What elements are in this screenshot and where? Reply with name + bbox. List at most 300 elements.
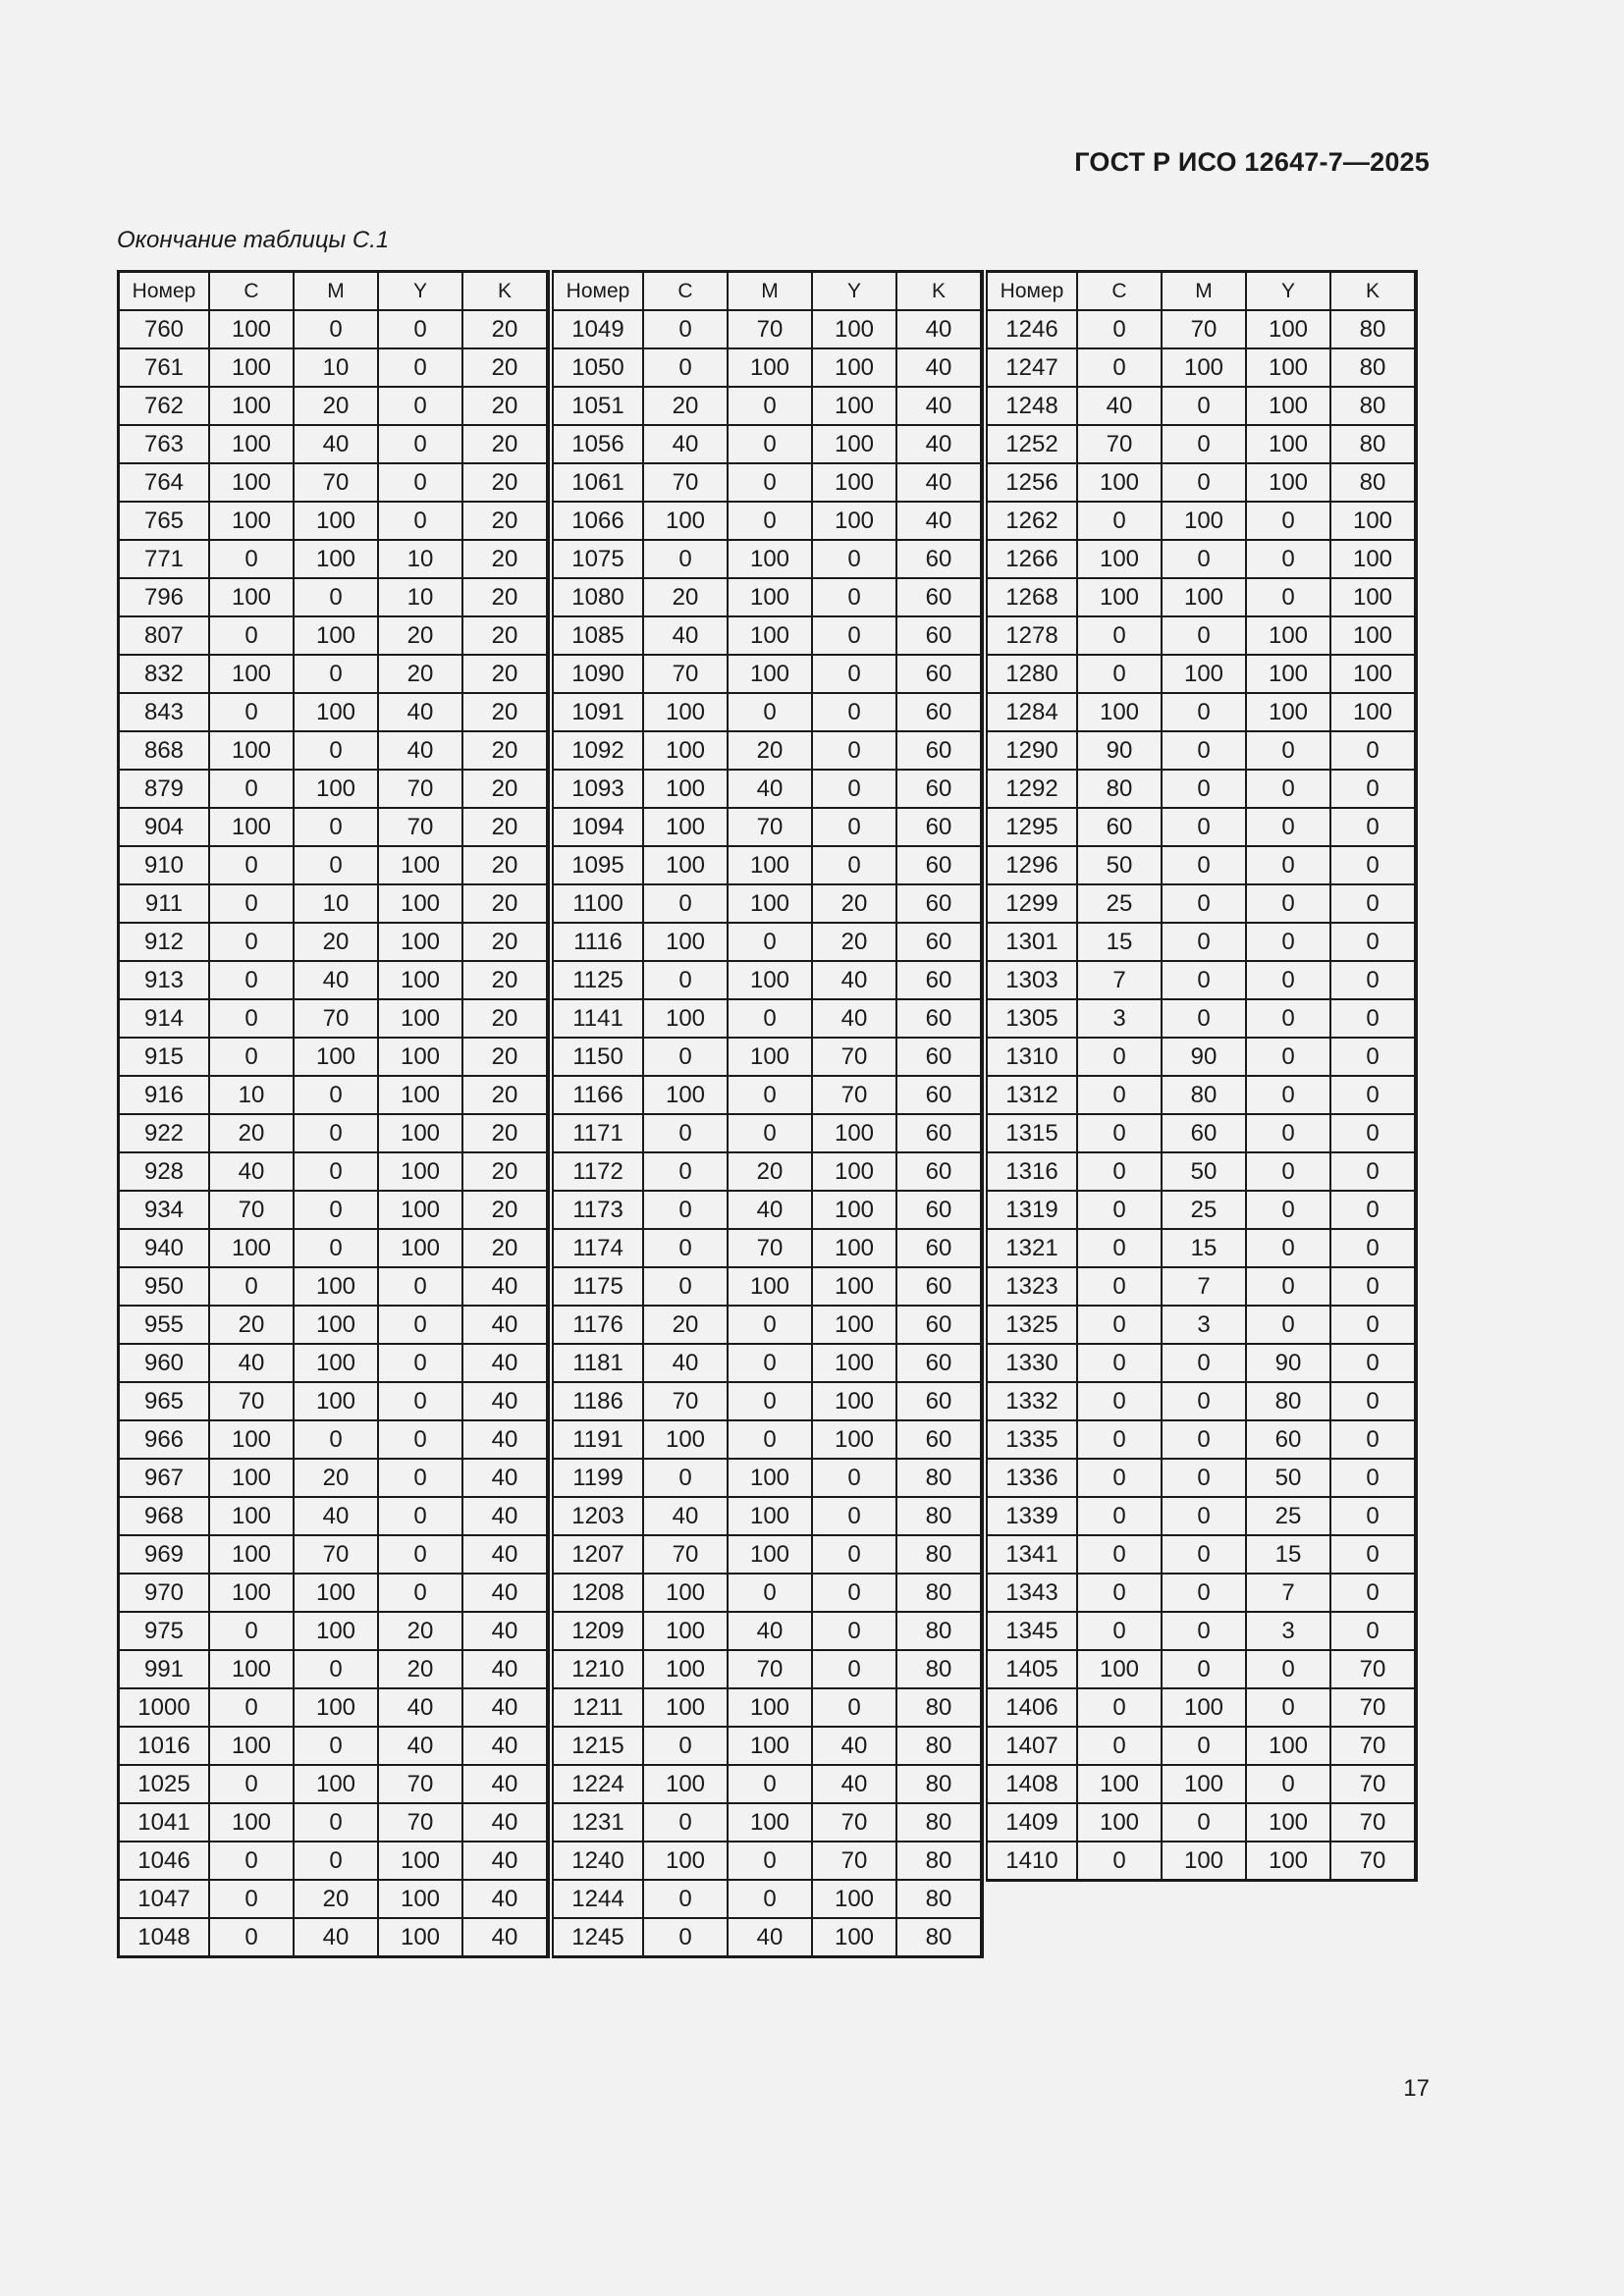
table-row bbox=[553, 693, 982, 731]
cell-number: 1210 bbox=[553, 1650, 643, 1688]
cell-c: 0 bbox=[1077, 1306, 1162, 1344]
header-m: M bbox=[1162, 272, 1246, 311]
cell-c: 20 bbox=[643, 578, 728, 616]
cell-m: 0 bbox=[294, 1650, 378, 1688]
table-row bbox=[119, 348, 549, 387]
table-row bbox=[987, 655, 1416, 693]
table-row bbox=[119, 1688, 549, 1727]
cell-c: 0 bbox=[1077, 1344, 1162, 1382]
cell-k: 0 bbox=[1330, 1038, 1416, 1076]
table-row bbox=[553, 1038, 982, 1076]
cell-c: 50 bbox=[1077, 846, 1162, 884]
table-row bbox=[987, 463, 1416, 502]
cell-m: 100 bbox=[294, 540, 378, 578]
cell-c: 0 bbox=[1077, 1382, 1162, 1420]
cell-c: 100 bbox=[1077, 540, 1162, 578]
table-row bbox=[119, 1650, 549, 1688]
cell-k: 20 bbox=[462, 387, 548, 425]
cell-number: 1339 bbox=[987, 1497, 1077, 1535]
table-row bbox=[987, 1727, 1416, 1765]
cell-m: 0 bbox=[294, 1191, 378, 1229]
cell-k: 0 bbox=[1330, 1344, 1416, 1382]
cell-c: 0 bbox=[209, 846, 294, 884]
table-row bbox=[987, 1306, 1416, 1344]
cell-m: 100 bbox=[728, 540, 812, 578]
cell-k: 60 bbox=[896, 1076, 982, 1114]
cell-m: 0 bbox=[1162, 1344, 1246, 1382]
cell-k: 40 bbox=[462, 1688, 548, 1727]
table-row bbox=[987, 348, 1416, 387]
cell-number: 761 bbox=[119, 348, 210, 387]
cell-k: 40 bbox=[462, 1535, 548, 1574]
cell-m: 20 bbox=[728, 731, 812, 770]
cell-k: 20 bbox=[462, 540, 548, 578]
cell-k: 80 bbox=[896, 1880, 982, 1918]
cell-m: 100 bbox=[728, 655, 812, 693]
cell-k: 70 bbox=[1330, 1727, 1416, 1765]
cell-y: 0 bbox=[812, 770, 896, 808]
cell-number: 1245 bbox=[553, 1918, 643, 1957]
cell-m: 0 bbox=[294, 1076, 378, 1114]
cell-k: 80 bbox=[896, 1459, 982, 1497]
cell-y: 0 bbox=[1246, 1038, 1330, 1076]
cell-c: 100 bbox=[209, 1459, 294, 1497]
cell-number: 1211 bbox=[553, 1688, 643, 1727]
table-row bbox=[553, 846, 982, 884]
cell-y: 0 bbox=[1246, 923, 1330, 961]
cell-m: 0 bbox=[294, 1114, 378, 1152]
cell-k: 60 bbox=[896, 1038, 982, 1076]
cell-y: 0 bbox=[1246, 1076, 1330, 1114]
cell-c: 70 bbox=[643, 463, 728, 502]
cell-y: 100 bbox=[812, 387, 896, 425]
cell-y: 100 bbox=[812, 425, 896, 463]
cell-number: 1299 bbox=[987, 884, 1077, 923]
cell-y: 100 bbox=[812, 1880, 896, 1918]
cell-k: 40 bbox=[896, 463, 982, 502]
cell-y: 0 bbox=[378, 1459, 462, 1497]
cell-k: 20 bbox=[462, 425, 548, 463]
cell-number: 911 bbox=[119, 884, 210, 923]
cell-k: 40 bbox=[462, 1880, 548, 1918]
page-number: 17 bbox=[1403, 2075, 1430, 2102]
cell-y: 100 bbox=[378, 999, 462, 1038]
table-row bbox=[119, 1344, 549, 1382]
cell-y: 0 bbox=[1246, 1306, 1330, 1344]
cell-k: 20 bbox=[462, 655, 548, 693]
cell-number: 1345 bbox=[987, 1612, 1077, 1650]
table-row bbox=[553, 1459, 982, 1497]
cell-y: 0 bbox=[812, 1535, 896, 1574]
table-row bbox=[553, 1114, 982, 1152]
cell-k: 20 bbox=[462, 616, 548, 655]
cell-number: 1405 bbox=[987, 1650, 1077, 1688]
cell-m: 20 bbox=[294, 1459, 378, 1497]
cell-m: 0 bbox=[294, 1152, 378, 1191]
table-row bbox=[553, 1535, 982, 1574]
cell-number: 807 bbox=[119, 616, 210, 655]
cell-y: 20 bbox=[812, 923, 896, 961]
cell-y: 0 bbox=[1246, 770, 1330, 808]
table-row bbox=[987, 1420, 1416, 1459]
table-row bbox=[553, 1229, 982, 1267]
table-row bbox=[553, 655, 982, 693]
cell-c: 60 bbox=[1077, 808, 1162, 846]
cell-c: 0 bbox=[643, 1229, 728, 1267]
table-row bbox=[553, 923, 982, 961]
cell-m: 70 bbox=[728, 808, 812, 846]
cell-k: 80 bbox=[896, 1612, 982, 1650]
cell-c: 0 bbox=[209, 1880, 294, 1918]
cell-k: 20 bbox=[462, 1038, 548, 1076]
cell-c: 100 bbox=[209, 731, 294, 770]
cell-number: 912 bbox=[119, 923, 210, 961]
cell-y: 40 bbox=[812, 999, 896, 1038]
cell-c: 100 bbox=[209, 1229, 294, 1267]
cell-c: 0 bbox=[643, 884, 728, 923]
cell-m: 0 bbox=[1162, 846, 1246, 884]
table-row bbox=[119, 1306, 549, 1344]
cell-k: 20 bbox=[462, 808, 548, 846]
cell-number: 1240 bbox=[553, 1842, 643, 1880]
cell-number: 1025 bbox=[119, 1765, 210, 1803]
cell-y: 0 bbox=[1246, 1650, 1330, 1688]
cell-k: 20 bbox=[462, 846, 548, 884]
cell-c: 100 bbox=[209, 1803, 294, 1842]
cell-y: 100 bbox=[1246, 425, 1330, 463]
cell-m: 100 bbox=[1162, 578, 1246, 616]
cell-m: 0 bbox=[728, 1842, 812, 1880]
cell-c: 20 bbox=[643, 1306, 728, 1344]
cell-y: 100 bbox=[378, 1038, 462, 1076]
cell-m: 0 bbox=[728, 1574, 812, 1612]
cell-c: 0 bbox=[209, 1688, 294, 1727]
cell-y: 100 bbox=[1246, 348, 1330, 387]
table-row bbox=[987, 1535, 1416, 1574]
cell-c: 0 bbox=[643, 1727, 728, 1765]
cell-number: 763 bbox=[119, 425, 210, 463]
cell-c: 40 bbox=[643, 1344, 728, 1382]
cell-k: 60 bbox=[896, 655, 982, 693]
cell-c: 100 bbox=[643, 731, 728, 770]
table-header-row bbox=[119, 272, 549, 311]
cell-k: 70 bbox=[1330, 1842, 1416, 1881]
cell-c: 10 bbox=[209, 1076, 294, 1114]
table-row bbox=[553, 348, 982, 387]
cell-k: 0 bbox=[1330, 1152, 1416, 1191]
cell-y: 100 bbox=[1246, 387, 1330, 425]
cell-m: 100 bbox=[294, 1382, 378, 1420]
table-row bbox=[553, 578, 982, 616]
cell-number: 966 bbox=[119, 1420, 210, 1459]
table-row bbox=[119, 616, 549, 655]
table-row bbox=[119, 1152, 549, 1191]
table-row bbox=[553, 1076, 982, 1114]
table-row bbox=[119, 1918, 549, 1957]
cell-m: 60 bbox=[1162, 1114, 1246, 1152]
cell-m: 20 bbox=[294, 1880, 378, 1918]
cell-m: 70 bbox=[294, 463, 378, 502]
cell-m: 0 bbox=[1162, 808, 1246, 846]
cell-k: 60 bbox=[896, 1306, 982, 1344]
table-row bbox=[553, 387, 982, 425]
cell-y: 0 bbox=[1246, 502, 1330, 540]
cell-number: 1325 bbox=[987, 1306, 1077, 1344]
header-number: Номер bbox=[553, 272, 643, 311]
table-block-2 bbox=[552, 270, 984, 1958]
cell-k: 80 bbox=[896, 1535, 982, 1574]
cell-c: 70 bbox=[643, 1382, 728, 1420]
cell-m: 100 bbox=[294, 1574, 378, 1612]
cell-k: 100 bbox=[1330, 540, 1416, 578]
table-row bbox=[119, 1574, 549, 1612]
cell-number: 1085 bbox=[553, 616, 643, 655]
cell-y: 100 bbox=[378, 1191, 462, 1229]
cell-m: 100 bbox=[294, 693, 378, 731]
cell-m: 100 bbox=[1162, 1688, 1246, 1727]
cell-y: 100 bbox=[1246, 1727, 1330, 1765]
cell-m: 0 bbox=[1162, 1497, 1246, 1535]
cell-k: 0 bbox=[1330, 999, 1416, 1038]
cell-number: 940 bbox=[119, 1229, 210, 1267]
cell-k: 20 bbox=[462, 1152, 548, 1191]
cell-c: 70 bbox=[209, 1382, 294, 1420]
header-m: M bbox=[294, 272, 378, 311]
cell-c: 40 bbox=[209, 1344, 294, 1382]
cell-c: 100 bbox=[643, 693, 728, 731]
cell-m: 100 bbox=[728, 846, 812, 884]
table-block-3 bbox=[986, 270, 1418, 1882]
cell-k: 40 bbox=[462, 1420, 548, 1459]
cell-number: 916 bbox=[119, 1076, 210, 1114]
cell-y: 100 bbox=[378, 1880, 462, 1918]
header-c: C bbox=[643, 272, 728, 311]
cell-number: 1000 bbox=[119, 1688, 210, 1727]
cell-k: 0 bbox=[1330, 1114, 1416, 1152]
cell-k: 40 bbox=[462, 1803, 548, 1842]
cell-number: 1171 bbox=[553, 1114, 643, 1152]
cell-y: 0 bbox=[378, 1267, 462, 1306]
cell-c: 0 bbox=[643, 1191, 728, 1229]
cell-number: 1091 bbox=[553, 693, 643, 731]
cell-number: 879 bbox=[119, 770, 210, 808]
cell-number: 1046 bbox=[119, 1842, 210, 1880]
cell-k: 80 bbox=[896, 1727, 982, 1765]
cell-y: 20 bbox=[378, 616, 462, 655]
cell-m: 70 bbox=[294, 999, 378, 1038]
cell-m: 40 bbox=[294, 961, 378, 999]
cell-m: 70 bbox=[728, 1650, 812, 1688]
cell-c: 0 bbox=[1077, 1229, 1162, 1267]
cell-k: 60 bbox=[896, 923, 982, 961]
cell-number: 1203 bbox=[553, 1497, 643, 1535]
cell-m: 0 bbox=[294, 1727, 378, 1765]
cell-number: 915 bbox=[119, 1038, 210, 1076]
table-row bbox=[119, 655, 549, 693]
table-row bbox=[119, 1803, 549, 1842]
cell-c: 100 bbox=[643, 1612, 728, 1650]
table-row bbox=[987, 731, 1416, 770]
cell-c: 0 bbox=[1077, 1191, 1162, 1229]
cell-k: 40 bbox=[462, 1459, 548, 1497]
cell-c: 0 bbox=[643, 540, 728, 578]
cell-number: 1199 bbox=[553, 1459, 643, 1497]
cell-number: 1247 bbox=[987, 348, 1077, 387]
cell-y: 100 bbox=[812, 1267, 896, 1306]
cell-m: 15 bbox=[1162, 1229, 1246, 1267]
cell-y: 0 bbox=[1246, 540, 1330, 578]
cell-number: 928 bbox=[119, 1152, 210, 1191]
table-row bbox=[987, 1191, 1416, 1229]
cell-c: 20 bbox=[209, 1114, 294, 1152]
header-y: Y bbox=[378, 272, 462, 311]
table-row bbox=[553, 425, 982, 463]
cell-number: 913 bbox=[119, 961, 210, 999]
cell-k: 40 bbox=[462, 1497, 548, 1535]
cell-number: 1262 bbox=[987, 502, 1077, 540]
cell-y: 100 bbox=[812, 1152, 896, 1191]
cell-y: 100 bbox=[812, 1382, 896, 1420]
cell-m: 0 bbox=[728, 999, 812, 1038]
table-row bbox=[119, 1114, 549, 1152]
cell-c: 100 bbox=[643, 1076, 728, 1114]
cell-c: 0 bbox=[643, 1880, 728, 1918]
cell-k: 100 bbox=[1330, 502, 1416, 540]
cell-y: 0 bbox=[378, 1382, 462, 1420]
cell-number: 1407 bbox=[987, 1727, 1077, 1765]
cell-c: 0 bbox=[643, 310, 728, 348]
cell-m: 0 bbox=[1162, 1420, 1246, 1459]
cell-number: 1016 bbox=[119, 1727, 210, 1765]
cell-number: 1175 bbox=[553, 1267, 643, 1306]
cell-number: 1174 bbox=[553, 1229, 643, 1267]
cell-c: 100 bbox=[1077, 578, 1162, 616]
cell-y: 0 bbox=[378, 348, 462, 387]
cell-m: 0 bbox=[294, 310, 378, 348]
cell-m: 0 bbox=[1162, 1574, 1246, 1612]
cell-c: 0 bbox=[1077, 1535, 1162, 1574]
table-row bbox=[987, 578, 1416, 616]
cell-number: 1332 bbox=[987, 1382, 1077, 1420]
cell-c: 25 bbox=[1077, 884, 1162, 923]
cell-m: 0 bbox=[728, 1420, 812, 1459]
cell-m: 100 bbox=[294, 1038, 378, 1076]
cell-number: 1280 bbox=[987, 655, 1077, 693]
cell-y: 0 bbox=[1246, 999, 1330, 1038]
cell-c: 90 bbox=[1077, 731, 1162, 770]
cell-k: 20 bbox=[462, 1114, 548, 1152]
cell-k: 60 bbox=[896, 846, 982, 884]
cell-y: 20 bbox=[378, 655, 462, 693]
table-row bbox=[119, 1038, 549, 1076]
cell-m: 100 bbox=[294, 1765, 378, 1803]
cell-c: 70 bbox=[209, 1191, 294, 1229]
table-row bbox=[119, 463, 549, 502]
cell-number: 868 bbox=[119, 731, 210, 770]
cell-c: 100 bbox=[643, 846, 728, 884]
table-row bbox=[987, 1688, 1416, 1727]
cell-c: 0 bbox=[209, 1918, 294, 1957]
cell-number: 970 bbox=[119, 1574, 210, 1612]
cell-y: 0 bbox=[378, 1344, 462, 1382]
cell-m: 0 bbox=[294, 1420, 378, 1459]
cell-y: 70 bbox=[812, 1038, 896, 1076]
cell-c: 0 bbox=[209, 1267, 294, 1306]
table-row bbox=[553, 1727, 982, 1765]
cell-m: 0 bbox=[728, 923, 812, 961]
table-row bbox=[987, 616, 1416, 655]
table-row bbox=[553, 1152, 982, 1191]
cell-c: 100 bbox=[643, 1420, 728, 1459]
cell-c: 100 bbox=[1077, 1650, 1162, 1688]
cell-y: 0 bbox=[1246, 1229, 1330, 1267]
cell-y: 0 bbox=[812, 578, 896, 616]
cell-c: 0 bbox=[1077, 1727, 1162, 1765]
cell-y: 70 bbox=[378, 1765, 462, 1803]
cell-number: 965 bbox=[119, 1382, 210, 1420]
cell-m: 100 bbox=[728, 1727, 812, 1765]
cell-k: 80 bbox=[896, 1918, 982, 1957]
cell-number: 832 bbox=[119, 655, 210, 693]
cell-y: 100 bbox=[378, 961, 462, 999]
table-row bbox=[119, 540, 549, 578]
cell-c: 0 bbox=[643, 348, 728, 387]
cell-m: 70 bbox=[1162, 310, 1246, 348]
header-m: M bbox=[728, 272, 812, 311]
header-k: K bbox=[1330, 272, 1416, 311]
table-row bbox=[553, 1267, 982, 1306]
cell-number: 934 bbox=[119, 1191, 210, 1229]
cell-c: 100 bbox=[643, 770, 728, 808]
table-row bbox=[119, 923, 549, 961]
cell-number: 1186 bbox=[553, 1382, 643, 1420]
cell-c: 20 bbox=[643, 387, 728, 425]
cell-k: 20 bbox=[462, 884, 548, 923]
cell-number: 1252 bbox=[987, 425, 1077, 463]
cell-y: 0 bbox=[378, 502, 462, 540]
cell-m: 0 bbox=[1162, 1535, 1246, 1574]
cell-number: 1150 bbox=[553, 1038, 643, 1076]
cell-y: 20 bbox=[812, 884, 896, 923]
cell-y: 0 bbox=[812, 1688, 896, 1727]
cell-c: 7 bbox=[1077, 961, 1162, 999]
document-code: ГОСТ Р ИСО 12647-7—2025 bbox=[1074, 147, 1430, 177]
cell-m: 0 bbox=[294, 731, 378, 770]
cell-y: 40 bbox=[378, 693, 462, 731]
cell-m: 100 bbox=[728, 616, 812, 655]
cell-y: 15 bbox=[1246, 1535, 1330, 1574]
cell-m: 40 bbox=[294, 1918, 378, 1957]
cell-c: 70 bbox=[643, 1535, 728, 1574]
cell-k: 60 bbox=[896, 1267, 982, 1306]
cell-y: 100 bbox=[812, 1420, 896, 1459]
cell-m: 0 bbox=[1162, 923, 1246, 961]
cell-m: 0 bbox=[294, 1803, 378, 1842]
cell-y: 80 bbox=[1246, 1382, 1330, 1420]
cell-c: 70 bbox=[1077, 425, 1162, 463]
cell-number: 1080 bbox=[553, 578, 643, 616]
cell-k: 0 bbox=[1330, 731, 1416, 770]
cell-m: 0 bbox=[294, 808, 378, 846]
cell-number: 1090 bbox=[553, 655, 643, 693]
header-y: Y bbox=[812, 272, 896, 311]
cell-c: 100 bbox=[643, 1688, 728, 1727]
table-row bbox=[553, 1842, 982, 1880]
cell-m: 100 bbox=[294, 770, 378, 808]
cell-y: 0 bbox=[378, 387, 462, 425]
table-row bbox=[987, 1076, 1416, 1114]
table-row bbox=[987, 808, 1416, 846]
